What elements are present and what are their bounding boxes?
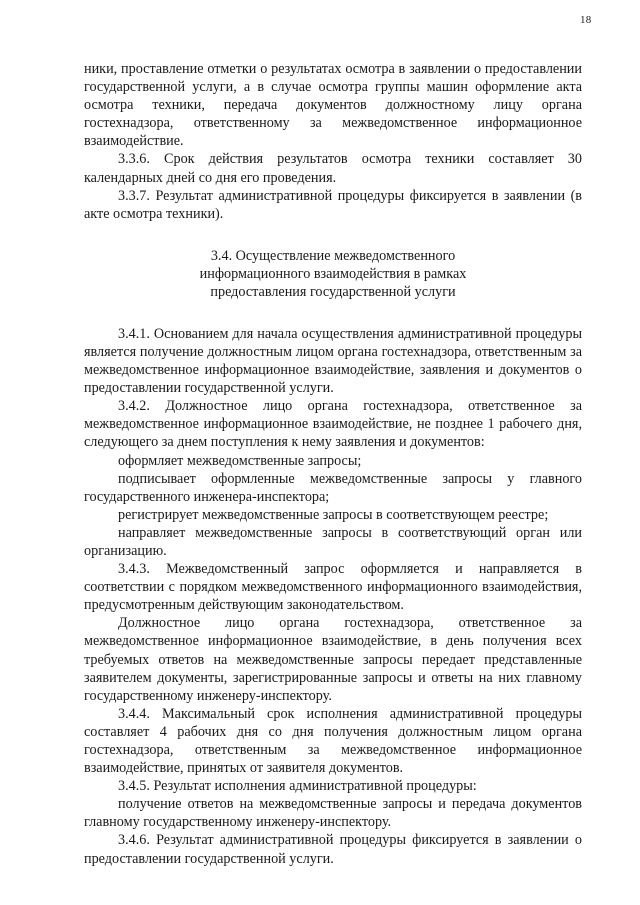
list-item: направляет межведомственные запросы в соответствующий орган или организацию. — [84, 524, 582, 559]
paragraph: 3.4.5. Результат исполнения административной процедуры: — [118, 778, 477, 795]
paragraph: 3.4.6. Результат административной процедуры фиксируется в заявлении о предоставлении государственной услуги. — [84, 832, 582, 867]
list-item: регистрирует межведомственные запросы в соответствующем реестре; — [118, 506, 549, 523]
list-item: оформляет межведомственные запросы; — [118, 452, 362, 469]
paragraph: ники, проставление отметки о результатах осмотра в заявлении о предоставлении государственной услуги, а в случае осмотра группы машин оформление акта осмотра техники, передача документов должностному лицу органа гостехнадзора, ответственному за межведомственное информационное взаимодействие. — [84, 61, 582, 150]
section-heading-line: информационного взаимодействия в рамках — [199, 265, 467, 282]
list-item: подписывает оформленные межведомственные запросы у главного государственного инженера-инспектора; — [84, 470, 582, 505]
list-item: получение ответов на межведомственные запросы и передача документов главному государственному инженеру-инспектору. — [84, 796, 582, 831]
document-body — [84, 60, 582, 868]
section-heading-line: предоставления государственной услуги — [210, 283, 456, 300]
paragraph: 3.3.7. Результат административной процедуры фиксируется в заявлении (в акте осмотра техники). — [84, 187, 582, 222]
section-heading — [84, 247, 582, 301]
page-number: 18 — [580, 14, 592, 26]
paragraph: 3.3.6. Срок действия результатов осмотра техники составляет 30 календарных дней со дня его проведения. — [84, 151, 582, 186]
paragraph: 3.4.1. Основанием для начала осуществления административной процедуры является получение должностным лицом органа гостехнадзора, ответственным за межведомственное информационное взаимодействие, заявления и документов о предоставлении государственной услуги. — [84, 325, 582, 397]
paragraph: 3.4.3. Межведомственный запрос оформляется и направляется в соответствии с порядком межведомственного информационного взаимодействия, предусмотренным действующим законодательством. — [84, 561, 582, 614]
paragraph: 3.4.2. Должностное лицо органа гостехнадзора, ответственное за межведомственное информационное взаимодействие, не позднее 1 рабочего дня, следующего за днем поступления к нему заявления и документов: — [84, 398, 582, 451]
paragraph: Должностное лицо органа гостехнадзора, ответственное за межведомственное информационное взаимодействие, в день получения всех требуемых ответов на межведомственные запросы передает представленные заявителем документы, зарегистрированные запросы и ответы на них главному государственному инженеру-инспектору. — [84, 615, 582, 704]
paragraph: 3.4.4. Максимальный срок исполнения административной процедуры составляет 4 рабочих дня со дня получения должностным лицом органа гостехнадзора, ответственным за межведомственное информационное взаимодействие, принятых от заявителя документов. — [84, 705, 582, 777]
section-heading-line: 3.4. Осуществление межведомственного — [210, 247, 456, 264]
